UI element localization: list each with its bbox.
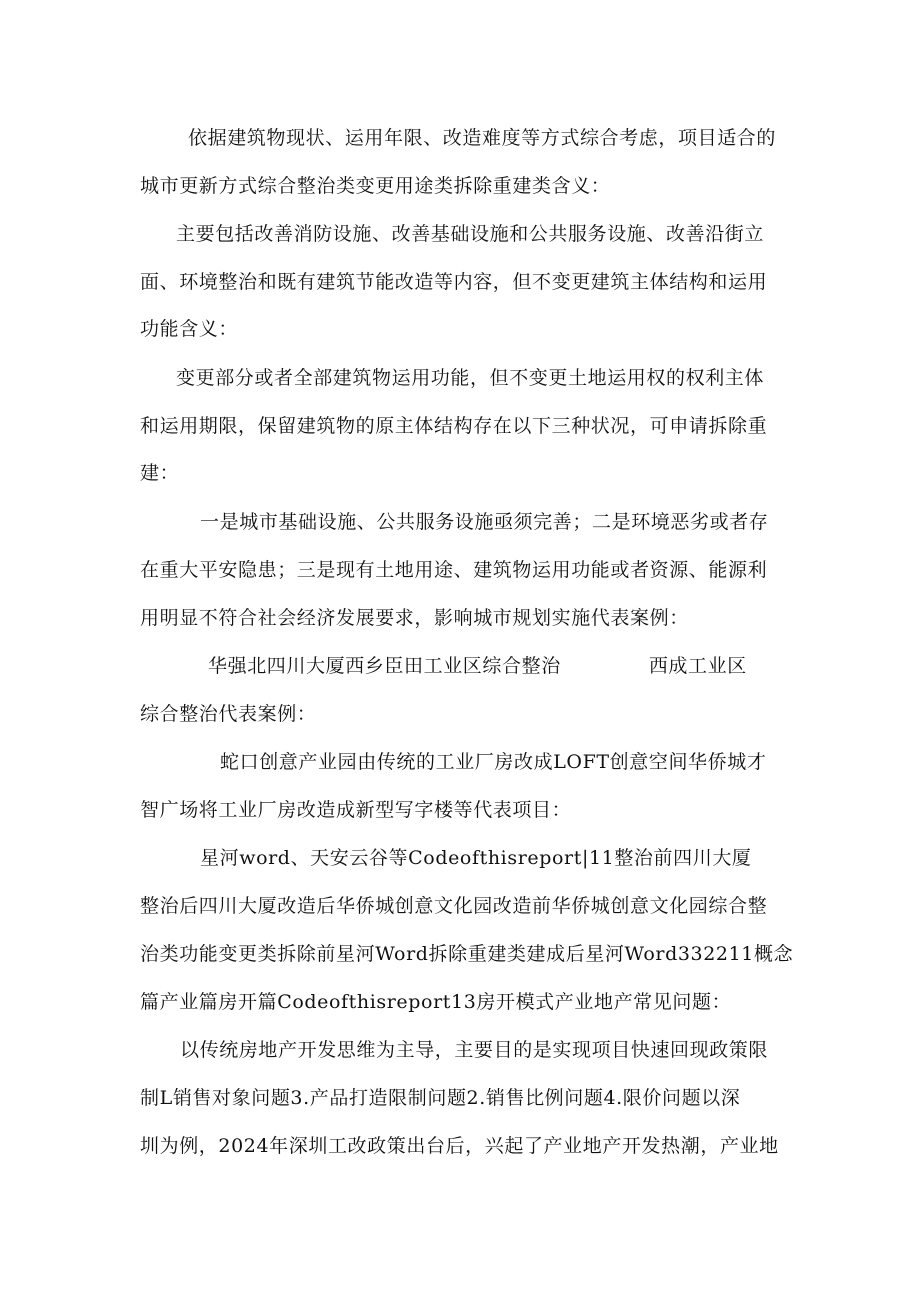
text-line: 综合整治代表案例：: [140, 703, 317, 725]
text-line: 城市更新方式综合整治类变更用途类拆除重建类含义：: [140, 175, 611, 197]
text-line: 圳为例，2024年深圳工改政策出台后，兴起了产业地产开发热潮，产业地: [140, 1135, 779, 1157]
text-line: 用明显不符合社会经济发展要求，影响城市规划实施代表案例：: [140, 607, 689, 629]
text-line: 和运用期限，保留建筑物的原主体结构存在以下三种状况，可申请拆除重: [140, 415, 768, 437]
text-line: 在重大平安隐患；三是现有土地用途、建筑物运用功能或者资源、能源利: [140, 559, 768, 581]
text-line: 制L销售对象问题3.产品打造限制问题2.销售比例问题4.限价问题以深: [140, 1087, 741, 1109]
text-line: 功能含义：: [140, 318, 239, 340]
text-line: 依据建筑物现状、运用年限、改造难度等方式综合考虑，项目适合的: [188, 127, 777, 149]
text-segment: 华强北四川大厦西乡臣田工业区综合整治: [208, 655, 561, 677]
text-line: 主要包括改善消防设施、改善基础设施和公共服务设施、改善沿街立: [176, 223, 765, 245]
text-line: [208, 654, 747, 678]
text-segment: 西成工业区: [648, 655, 747, 677]
text-line: 一是城市基础设施、公共服务设施亟须完善；二是环境恶劣或者存: [200, 511, 769, 533]
text-line: 面、环境整治和既有建筑节能改造等内容，但不变更建筑主体结构和运用: [140, 271, 768, 293]
text-line: 以传统房地产开发思维为主导，主要目的是实现项目快速回现政策限: [180, 1039, 769, 1061]
text-line: 建：: [140, 462, 180, 484]
text-line: 篇产业篇房开篇Codeofthisreport13房开模式产业地产常见问题：: [140, 991, 732, 1013]
text-line: 变更部分或者全部建筑物运用功能，但不变更土地运用权的权利主体: [176, 367, 765, 389]
text-line: 星河word、天安云谷等Codeofthisreport|11整治前四川大厦: [200, 847, 752, 869]
text-line: 整治后四川大厦改造后华侨城创意文化园改造前华侨城创意文化园综合整: [140, 895, 768, 917]
text-line: 治类功能变更类拆除前星河Word拆除重建类建成后星河Word332211概念: [140, 943, 794, 965]
text-line: 智广场将工业厂房改造成新型写字楼等代表项目：: [140, 799, 572, 821]
text-line: 蛇口创意产业园由传统的工业厂房改成LOFT创意空间华侨城才: [220, 751, 767, 773]
